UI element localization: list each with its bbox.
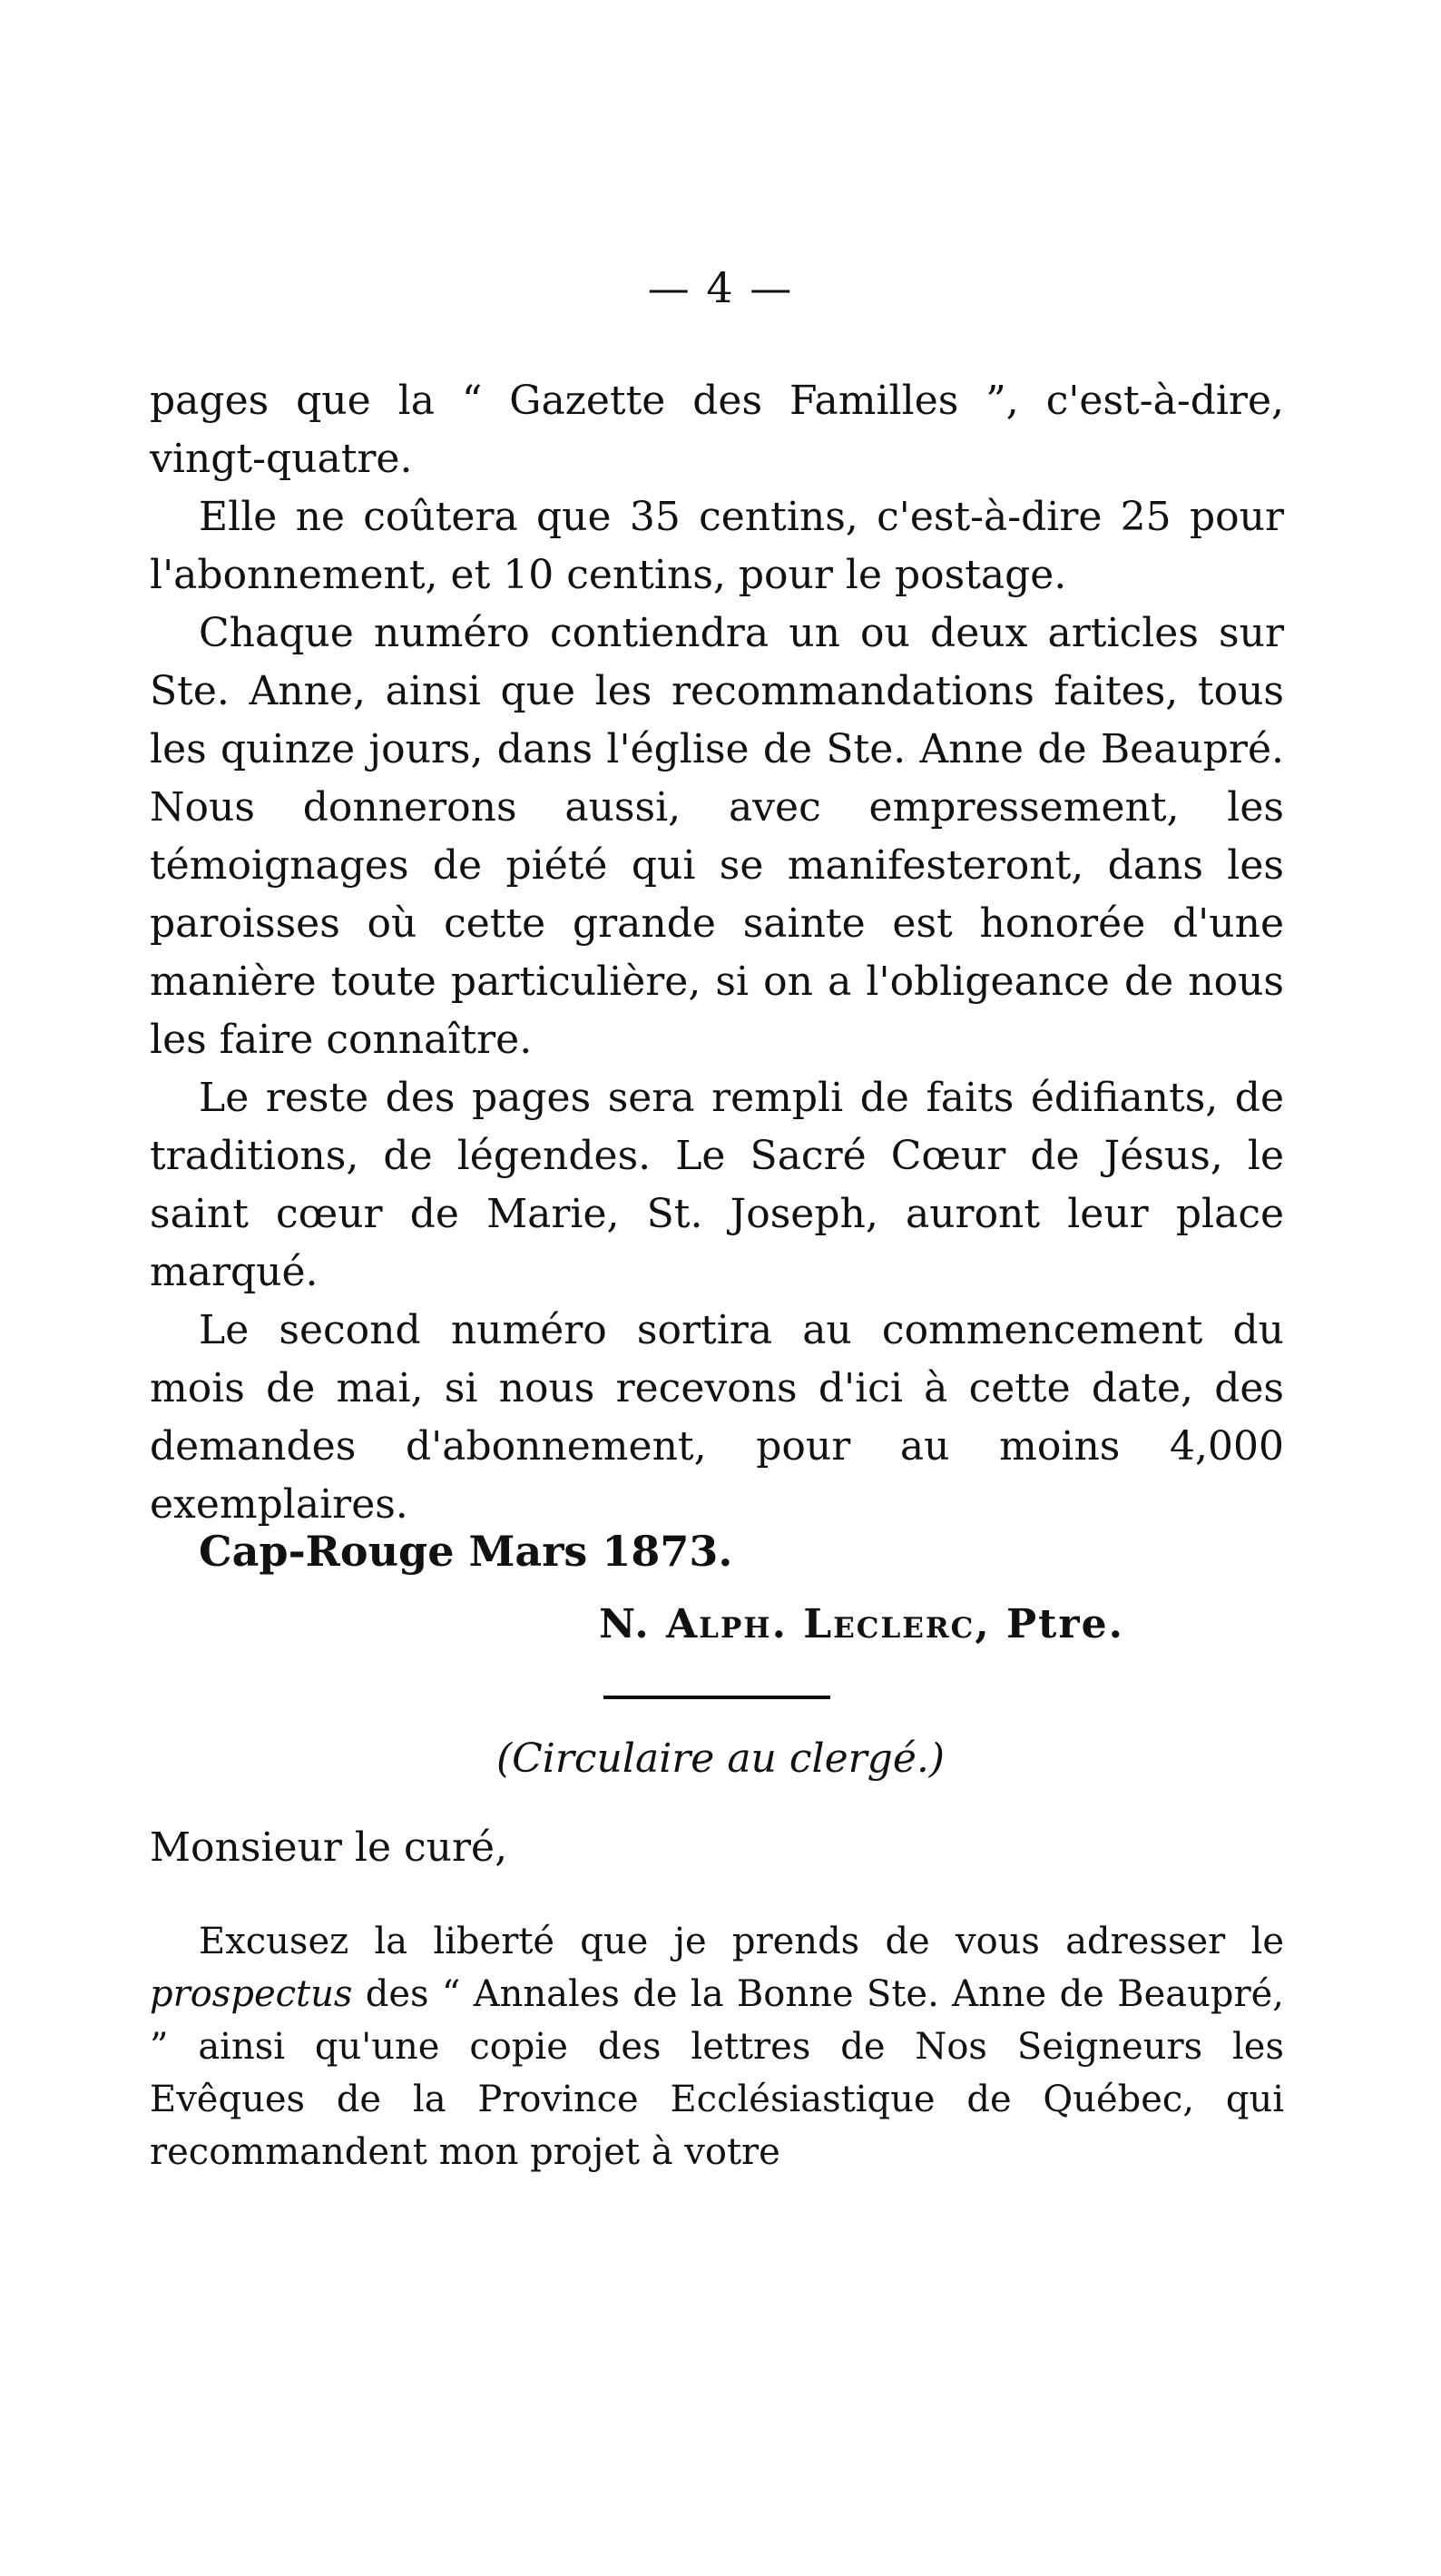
letter-text-part1: Excusez la liberté que je prends de vous adresser le (199, 1921, 1284, 1962)
paragraph-continued: pages que la “ Gazette des Familles ”, c'est-à-dire, vingt-quatre. (150, 378, 1284, 482)
paragraph-remaining-pages: Le reste des pages sera rempli de faits édifiants, de traditions, de légendes. Le Sacré Cœur de Jésus, le saint cœur de Marie, St. Joseph, auront leur place marqué. (150, 1075, 1284, 1295)
main-text (150, 372, 1284, 1534)
paragraph-price: Elle ne coûtera que 35 centins, c'est-à-dire 25 pour l'abonnement, et 10 centins, pour le postage. (150, 494, 1284, 598)
page-number: — 4 — (647, 263, 794, 312)
salutation: Monsieur le curé, (150, 1824, 508, 1871)
signature-initials: N. (599, 1601, 667, 1647)
signature (599, 1601, 1124, 1647)
letter-text (150, 1915, 1284, 2178)
circular-title: (Circulaire au clergé.) (495, 1735, 946, 1782)
paragraph-contents: Chaque numéro contiendra un ou deux articles sur Ste. Anne, ainsi que les recommandations faites, tous les quinze jours, dans l'église de Ste. Anne de Beaupré. Nous donnerons aussi, avec empressement, les témoignages de piété qui se manifesteront, dans les paroisses où cette grande sainte est honorée d'une manière toute particulière, si on a l'obligeance de nous les faire connaître. (150, 610, 1284, 1063)
section-divider (603, 1696, 830, 1699)
letter-prospectus: prospectus (150, 1973, 353, 2015)
signature-first-name: Alph. (666, 1601, 788, 1647)
signature-title: , Ptre. (975, 1601, 1124, 1647)
paragraph-second-issue: Le second numéro sortira au commencement du mois de mai, si nous recevons d'ici à cette date, des demandes d'abonnement, pour au moins 4,000 exemplaires. (150, 1307, 1284, 1528)
signature-last-name: Leclerc (803, 1601, 975, 1647)
letter-paragraph (150, 1915, 1284, 2178)
date-line: Cap-Rouge Mars 1873. (199, 1527, 733, 1576)
letter-text-part2: des “ Annales de la Bonne Ste. Anne de Beaupré, ” ainsi qu'une copie des lettres de Nos Seigneurs les Evêques de la Province Ecclésiastique de Québec, qui recommandent mon projet à votre (150, 1973, 1284, 2173)
